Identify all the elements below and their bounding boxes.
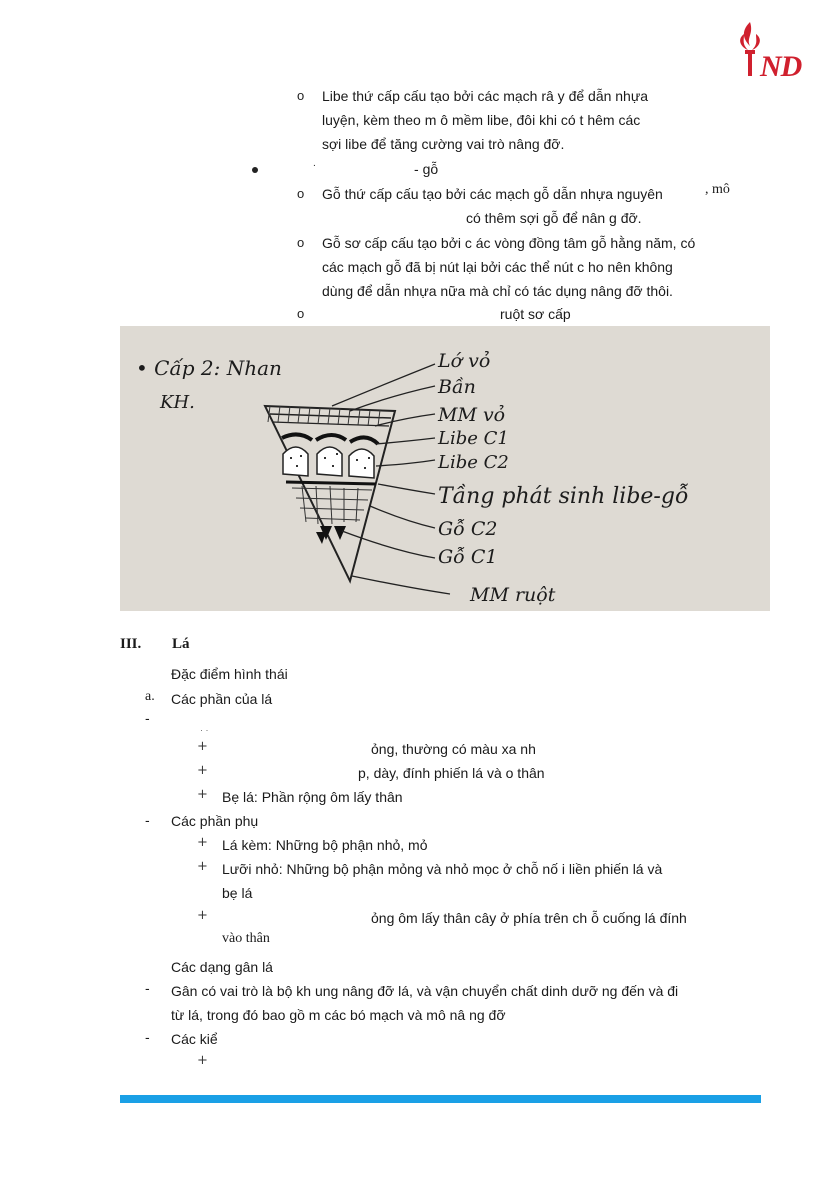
bullet-artifact: . [313,158,316,169]
dots-artifact: · · [200,725,209,735]
secondary-item-1: Lá kèm: Những bộ phận nhỏ, mỏ [222,837,428,853]
secondary-item-3: ỏng ôm lấy thân cây ở phía trên ch ỗ cuống lá đính [371,910,687,926]
label-libe-c1: Libe C1 [438,428,509,449]
label-lo-vo: Lớ vỏ [438,350,491,372]
label-go-c1: Gỗ C1 [438,546,498,568]
plus-icon: + [197,859,208,874]
label-ban: Bần [438,376,476,398]
go-c1-line-3: dùng để dẫn nhựa nữa mà chỉ có tác dụng nâng đỡ thôi. [322,283,673,299]
veins-text-2: từ lá, trong đó bao gồ m các bó mạch và mô nâ ng đỡ [171,1007,506,1023]
libe-c2-line-1: Libe thứ cấp cấu tạo bởi các mạch râ y để dẫn nhựa [322,88,649,104]
logo [730,20,830,82]
types-title: Các kiể [171,1031,218,1047]
dash-icon: - [145,710,150,726]
veins-text-1: Gân có vai trò là bộ kh ung nâng đỡ lá, và vận chuyển chất dinh dưỡ ng đến và đi [171,983,679,999]
logo-text: ND [760,50,802,83]
main-part-3: Bẹ lá: Phần rộng ôm lấy thân [222,789,403,805]
label-mm-ruot: MM ruột [470,584,556,606]
go-c2-suffix: , mô [705,182,730,197]
secondary-item-2: Lưỡi nhỏ: Những bộ phận mỏng và nhỏ mọc ở chỗ nố i liền phiến lá và [222,861,663,877]
plus-icon: + [197,835,208,850]
secondary-item-3-cont: vào thân [222,931,270,946]
dash-icon: - [145,812,150,828]
section-title: Lá [172,636,190,652]
footer-bar [120,1095,761,1103]
plus-icon: + [197,763,208,778]
secondary-item-2-cont: bẹ lá [222,885,253,901]
secondary-title: Các phần phụ [171,813,259,829]
list-marker-a: a. [145,689,155,704]
dash-icon: - [145,980,150,996]
figure-title-line-1: • Cấp 2: Nhan [136,356,282,380]
label-cambium: Tầng phát sinh libe-gỗ [438,484,689,509]
plus-icon: + [197,1053,208,1068]
circle-bullet-icon: o [297,186,305,201]
go-c2-line-1: Gỗ thứ cấp cấu tạo bởi các mạch gỗ dẫn nhựa nguyên [322,186,663,202]
sub-heading: Đặc điểm hình thái [171,666,288,682]
plus-icon: + [197,787,208,802]
a-title: Các phần của lá [171,691,273,707]
main-part-1: ỏng, thường có màu xa nh [371,741,536,757]
go-bullet-text: - gỗ [414,161,439,177]
go-c1-line-1: Gỗ sơ cấp cấu tạo bởi c ác vòng đồng tâm gỗ hằng năm, có [322,235,696,251]
go-c1-line-2: các mạch gỗ đã bị nút lại bởi các thể nút c ho nên không [322,259,673,275]
bullet-icon [252,167,258,173]
libe-c2-line-3: sợi libe để tăng cường vai trò nâng đỡ. [322,136,565,152]
ruot-text: ruột sơ cấp [500,306,571,322]
stem-cross-section-photo [120,326,770,611]
plus-icon: + [197,739,208,754]
section-number: III. [120,636,142,652]
go-c2-line-2: có thêm sợi gỗ để nân g đỡ. [466,210,642,226]
plus-icon: + [197,908,208,923]
label-mm-vo: MM vỏ [438,404,506,426]
libe-c2-line-2: luyện, kèm theo m ô mềm libe, đôi khi có t hêm các [322,112,641,128]
circle-bullet-icon: o [297,235,305,250]
veins-title: Các dạng gân lá [171,959,273,975]
circle-bullet-icon: o [297,306,305,321]
dash-icon: - [145,1029,150,1045]
figure-title-line-2: KH. [160,392,195,413]
label-go-c2: Gỗ C2 [438,518,498,540]
circle-bullet-icon: o [297,88,305,103]
label-libe-c2: Libe C2 [438,452,509,473]
main-part-2: p, dày, đính phiến lá và o thân [358,765,545,781]
